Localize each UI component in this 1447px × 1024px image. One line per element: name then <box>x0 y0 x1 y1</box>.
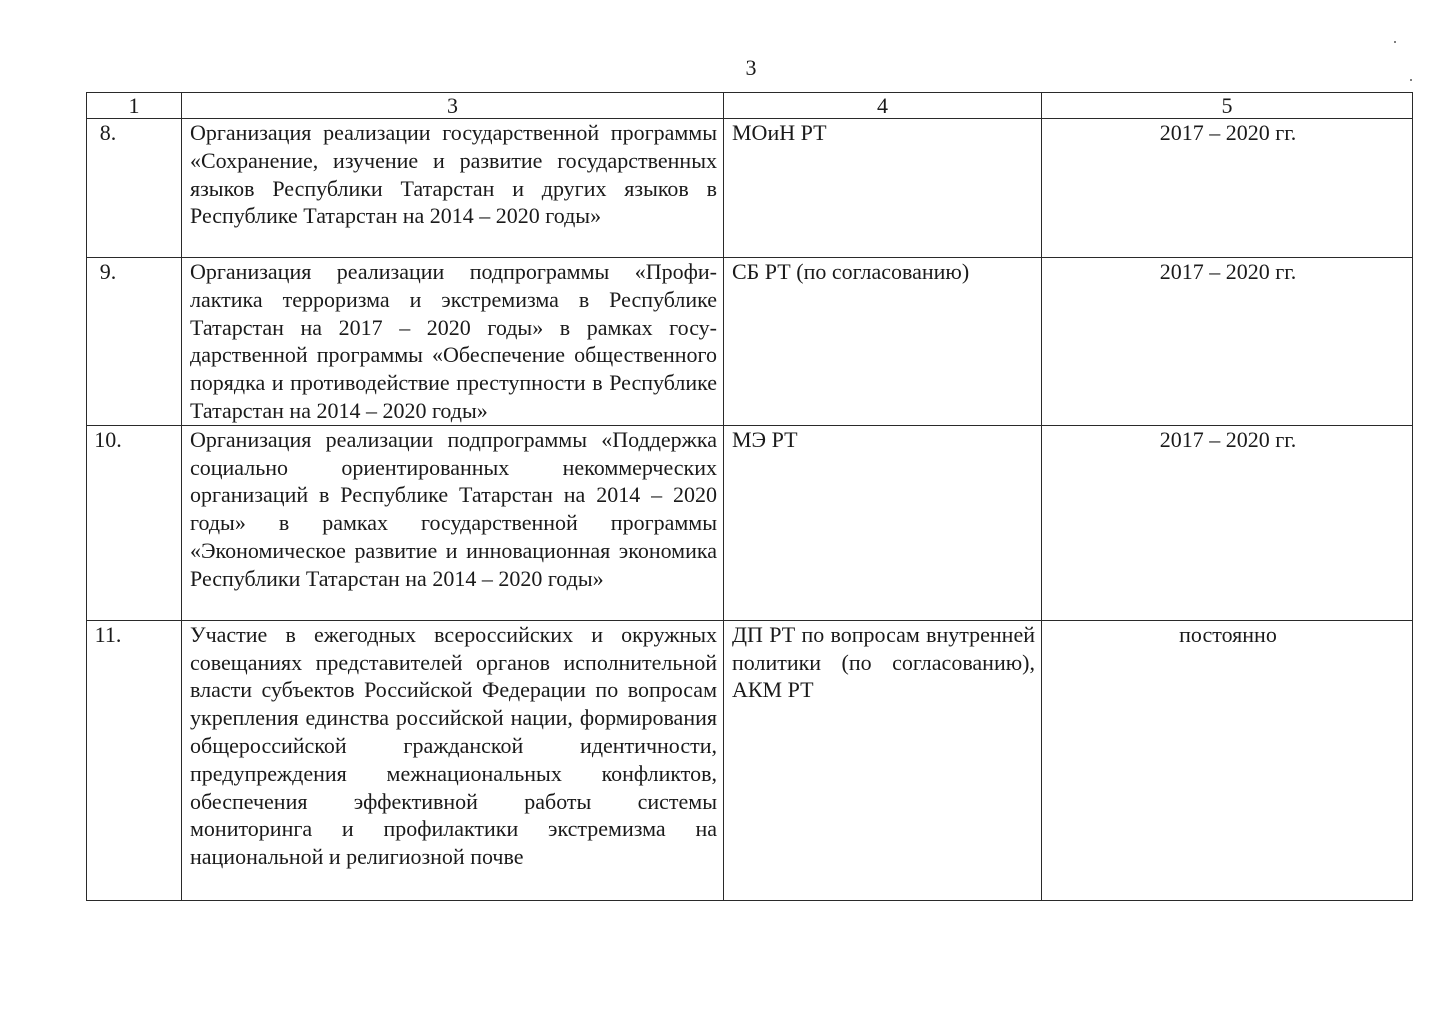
table-row <box>87 620 1413 900</box>
row-executor: ДП РТ по вопросам внутренней политики (по согласованию), АКМ РТ <box>724 620 1042 900</box>
row-executor: СБ РТ (по согласованию) <box>724 258 1042 426</box>
row-number: 11. <box>87 620 182 900</box>
row-action: Организация реализации подпрограммы «Поддержка социально ориентированных некоммерческих организаций в Республике Татарстан на 2014 – 2020 годы» в рамках государственной программы «Экономическое развитие и инновационная экономика Республики Татарстан на 2014 – 2020 годы» <box>182 425 724 620</box>
row-term: 2017 – 2020 гг. <box>1042 119 1413 258</box>
row-term: постоянно <box>1042 620 1413 900</box>
scan-speck <box>1410 79 1412 81</box>
header-col-3: 3 <box>182 93 724 119</box>
row-number: 8. <box>87 119 182 258</box>
row-action: Организация реализации государственной программы «Сохранение, изучение и развитие государственных языков Республики Татарстан и других языков в Республике Татарстан на 2014 – 2020 годы» <box>182 119 724 258</box>
table-row <box>87 258 1413 426</box>
table-header-row <box>87 93 1413 119</box>
header-col-4: 4 <box>724 93 1042 119</box>
activity-plan-table <box>86 92 1413 901</box>
page-number: 3 <box>745 55 757 80</box>
row-action: Организация реализации подпрограммы «Профилактика терроризма и экстремизма в Республике Татарстан на 2017 – 2020 годы» в рамках государственной программы «Обеспечение общественного порядка и противодействие преступности в Республике Татарстан на 2014 – 2020 годы» <box>182 258 724 426</box>
table-row <box>87 425 1413 620</box>
header-col-5: 5 <box>1042 93 1413 119</box>
row-executor: МОиН РТ <box>724 119 1042 258</box>
header-col-1: 1 <box>87 93 182 119</box>
row-term: 2017 – 2020 гг. <box>1042 258 1413 426</box>
row-number: 10. <box>87 425 182 620</box>
row-executor: МЭ РТ <box>724 425 1042 620</box>
table-row <box>87 119 1413 258</box>
row-action: Участие в ежегодных всероссийских и окружных совещаниях представителей органов исполнительной власти субъектов Российской Федерации по вопросам укрепления единства российской нации, формирования общероссийской гражданской идентичности, предупреждения межнациональных конфликтов, обеспечения эффективной работы системы мониторинга и профилактики экстремизма на национальной и религиозной почве <box>182 620 724 900</box>
row-number: 9. <box>87 258 182 426</box>
row-term: 2017 – 2020 гг. <box>1042 425 1413 620</box>
scan-speck <box>1394 41 1396 43</box>
